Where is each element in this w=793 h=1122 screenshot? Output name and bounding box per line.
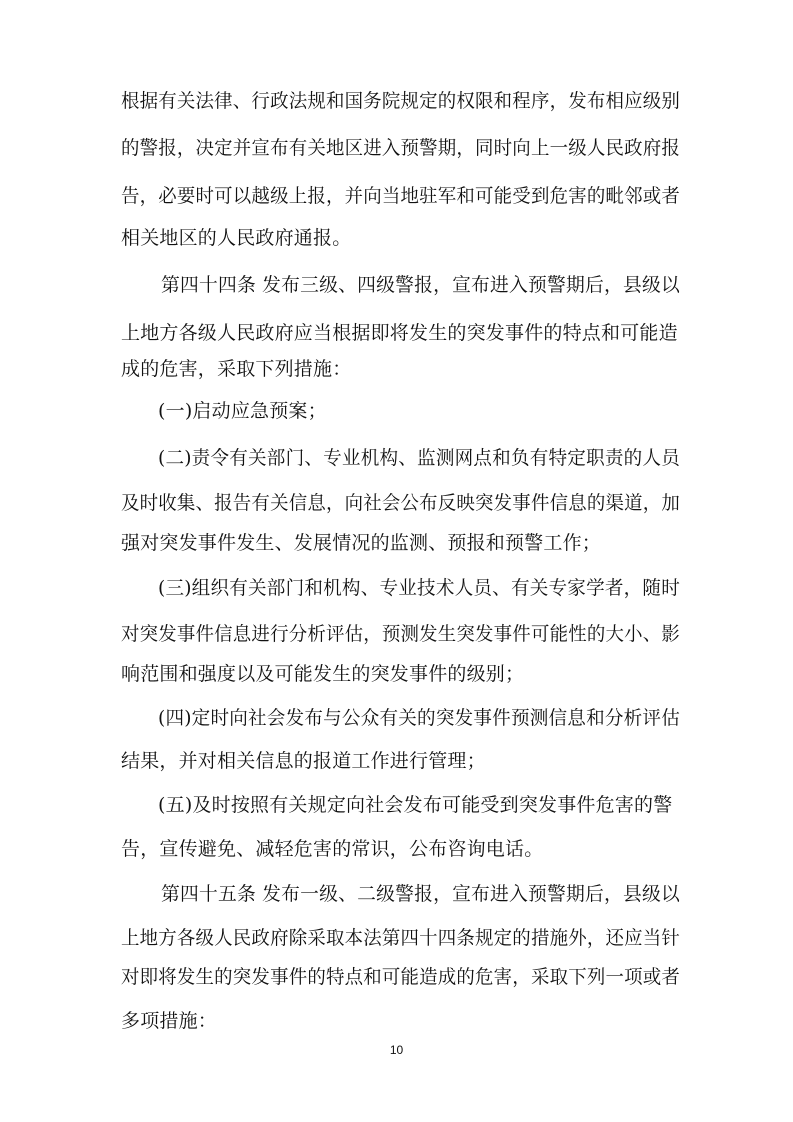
line-text: 多项措施： <box>121 1010 218 1032</box>
line-text: (四)定时向社会发布与公众有关的突发事件预测信息和分析评估 <box>158 707 681 729</box>
line-text: (一)启动应急预案； <box>158 400 327 422</box>
line-text: 上地方各级人民政府应当根据即将发生的突发事件的特点和可能造 <box>121 322 678 344</box>
line-text: 第四十五条 发布一级、二级警报，宣布进入预警期后，县级以 <box>161 883 680 905</box>
line-text: 对即将发生的突发事件的特点和可能造成的危害，采取下列一项或者 <box>121 966 681 988</box>
line-text: (二)责令有关部门、专业机构、监测网点和负有特定职责的人员 <box>158 447 681 469</box>
line-text: 成的危害，采取下列措施： <box>121 358 352 380</box>
line-text: 强对突发事件发生、发展情况的监测、预报和预警工作； <box>121 532 602 554</box>
line-text: 及时收集、报告有关信息，向社会公布反映突发事件信息的渠道，加 <box>121 492 681 514</box>
line-text: (三)组织有关部门和机构、专业技术人员、有关专家学者，随时 <box>158 577 681 599</box>
line-text: 第四十四条 发布三级、四级警报，宣布进入预警期后，县级以 <box>161 274 680 296</box>
line-text: 根据有关法律、行政法规和国务院规定的权限和程序，发布相应级别 <box>121 90 681 112</box>
line-text: 响范围和强度以及可能发生的突发事件的级别； <box>121 663 525 685</box>
line-text: 上地方各级人民政府除采取本法第四十四条规定的措施外，还应当针 <box>121 927 681 949</box>
line-text: 的警报，决定并宣布有关地区进入预警期，同时向上一级人民政府报 <box>121 137 681 159</box>
page-number: 10 <box>389 1043 404 1057</box>
line-text: 告，必要时可以越级上报，并向当地驻军和可能受到危害的毗邻或者 <box>121 185 681 207</box>
line-text: (五)及时按照有关规定向社会发布可能受到突发事件危害的警 <box>158 794 673 816</box>
line-text: 告，宣传避免、减轻危害的常识，公布咨询电话。 <box>121 838 544 860</box>
line-text: 相关地区的人民政府通报。 <box>121 227 352 249</box>
line-text: 对突发事件信息进行分析评估，预测发生突发事件可能性的大小、影 <box>121 623 681 645</box>
line-text: 结果，并对相关信息的报道工作进行管理； <box>121 750 486 772</box>
